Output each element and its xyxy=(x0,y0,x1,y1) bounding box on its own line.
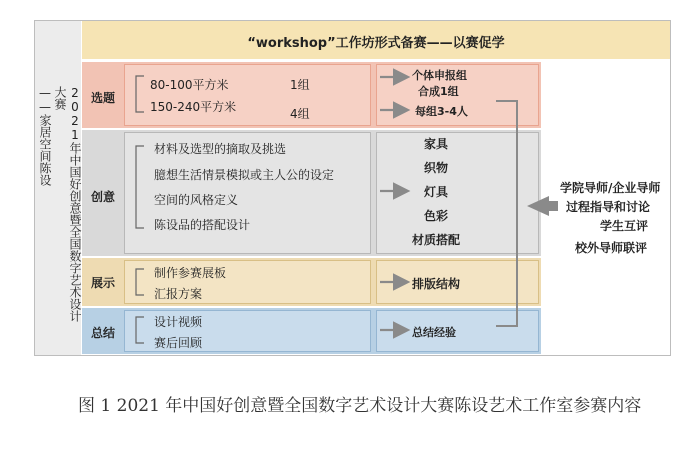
selection-area-1: 80-100平方米 xyxy=(150,78,229,92)
summary-item-2: 赛后回顾 xyxy=(154,336,203,350)
display-item-1: 制作参赛展板 xyxy=(154,266,227,280)
creative-item-3: 空间的风格定义 xyxy=(154,193,239,207)
left-title-line1: 2021年中国好创意暨全国数字艺术设计大赛 xyxy=(53,86,82,322)
selection-outcome-2: 合成1组 xyxy=(418,85,459,98)
selection-groups-1: 1组 xyxy=(290,78,310,92)
display-outcome-1: 排版结构 xyxy=(412,277,461,291)
guidance-1: 学院导师/企业导师 xyxy=(560,181,661,195)
selection-groups-2: 4组 xyxy=(290,107,310,121)
creative-outcome-1: 家具 xyxy=(424,137,449,151)
creative-item-2: 臆想生活情景模拟或主人公的设定 xyxy=(154,168,335,182)
creative-outcome-2: 织物 xyxy=(424,161,449,175)
creative-outcome-4: 色彩 xyxy=(424,209,449,223)
display-label: 展示 xyxy=(91,276,116,290)
summary-label: 总结 xyxy=(91,326,116,340)
figure-caption: 图 1 2021 年中国好创意暨全国数字艺术设计大赛陈设艺术工作室参赛内容 xyxy=(78,396,642,416)
selection-outcome-1: 个体申报组 xyxy=(412,69,467,82)
selection-area-2: 150-240平方米 xyxy=(150,100,237,114)
selection-outcome-3: 每组3-4人 xyxy=(415,105,468,118)
guidance-3: 学生互评 xyxy=(600,219,649,233)
creative-outcome-3: 灯具 xyxy=(424,185,449,199)
summary-item-1: 设计视频 xyxy=(154,315,203,329)
left-title-line2: ——家居空间陈设 xyxy=(38,86,52,186)
guidance-2: 过程指导和讨论 xyxy=(566,200,651,214)
creative-item-1: 材料及选型的摘取及挑选 xyxy=(154,142,287,156)
display-item-2: 汇报方案 xyxy=(154,287,203,301)
creative-outcome-5: 材质搭配 xyxy=(412,233,461,247)
creative-item-4: 陈设品的搭配设计 xyxy=(154,218,251,232)
selection-label: 选题 xyxy=(91,91,116,105)
header-title: “workshop”工作坊形式备赛——以赛促学 xyxy=(247,36,505,51)
guidance-arrow xyxy=(527,196,549,216)
feedback-loop xyxy=(496,101,517,326)
guidance-4: 校外导师联评 xyxy=(575,241,648,255)
creative-label: 创意 xyxy=(91,190,116,204)
summary-outcome-1: 总结经验 xyxy=(412,326,456,339)
